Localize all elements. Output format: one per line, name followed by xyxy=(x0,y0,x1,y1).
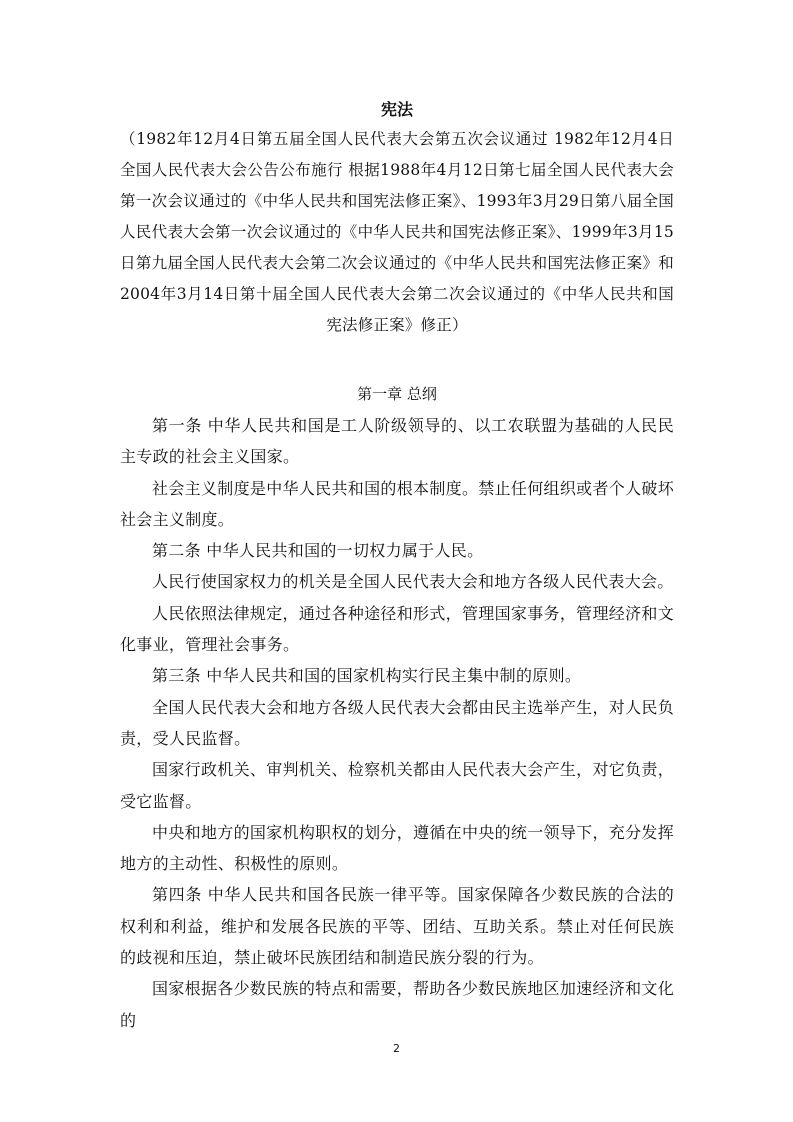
article-paragraph: 第二条 中华人民共和国的一切权力属于人民。 xyxy=(152,541,484,561)
article-paragraph: 国家根据各少数民族的特点和需要，帮助各少数民族地区加速经济和文化的 xyxy=(120,979,674,1030)
article-paragraph: 人民依照法律规定，通过各种途径和形式，管理国家事务，管理经济和文化事业，管理社会事务。 xyxy=(120,603,674,655)
article-paragraph: 第三条 中华人民共和国的国家机构实行民主集中制的原则。 xyxy=(152,666,582,686)
document-title: 宪法 xyxy=(380,100,413,119)
document-body xyxy=(120,96,674,1036)
chapter-heading: 第一章 总纲 xyxy=(357,385,437,403)
article-paragraph: 国家行政机关、审判机关、检察机关都由人民代表大会产生，对它负责，受它监督。 xyxy=(120,760,674,811)
article-paragraph: 第四条 中华人民共和国各民族一律平等。国家保障各少数民族的合法的权利和利益，维护和发展各民族的平等、团结、互助关系。禁止对任何民族的歧视和压迫，禁止破坏民族团结和制造民族分裂的行为。 xyxy=(120,885,674,968)
page-number: 2 xyxy=(393,1042,400,1055)
article-paragraph: 中央和地方的国家机构职权的划分，遵循在中央的统一领导下，充分发挥地方的主动性、积极性的原则。 xyxy=(120,822,674,874)
article-paragraph: 人民行使国家权力的机关是全国人民代表大会和地方各级人民代表大会。 xyxy=(152,572,674,592)
article-paragraph: 全国人民代表大会和地方各级人民代表大会都由民主选举产生，对人民负责，受人民监督。 xyxy=(120,697,674,748)
article-paragraph: 第一条 中华人民共和国是工人阶级领导的、以工农联盟为基础的人民民主专政的社会主义国家。 xyxy=(120,416,674,467)
document-preamble: （1982年12月4日第五届全国人民代表大会第五次会议通过 1982年12月4日全国人民代表大会公告公布施行 根据1988年4月12日第七届全国人民代表大会第一次会议通过的《中华人民共和国宪法修正案》、1993年3月29日第八届全国人民代表大会第一次会议通过的《中华人民共和国宪法修正案》、1999年3月15日第九届全国人民代表大会第二次会议通过的《中华人民共和国宪法修正案》和2004年3月14日第十届全国人民代表大会第二次会议通过的《中华人民共和国宪法修正案》修正） xyxy=(120,130,674,334)
article-paragraph: 社会主义制度是中华人民共和国的根本制度。禁止任何组织或者个人破坏社会主义制度。 xyxy=(120,478,674,529)
